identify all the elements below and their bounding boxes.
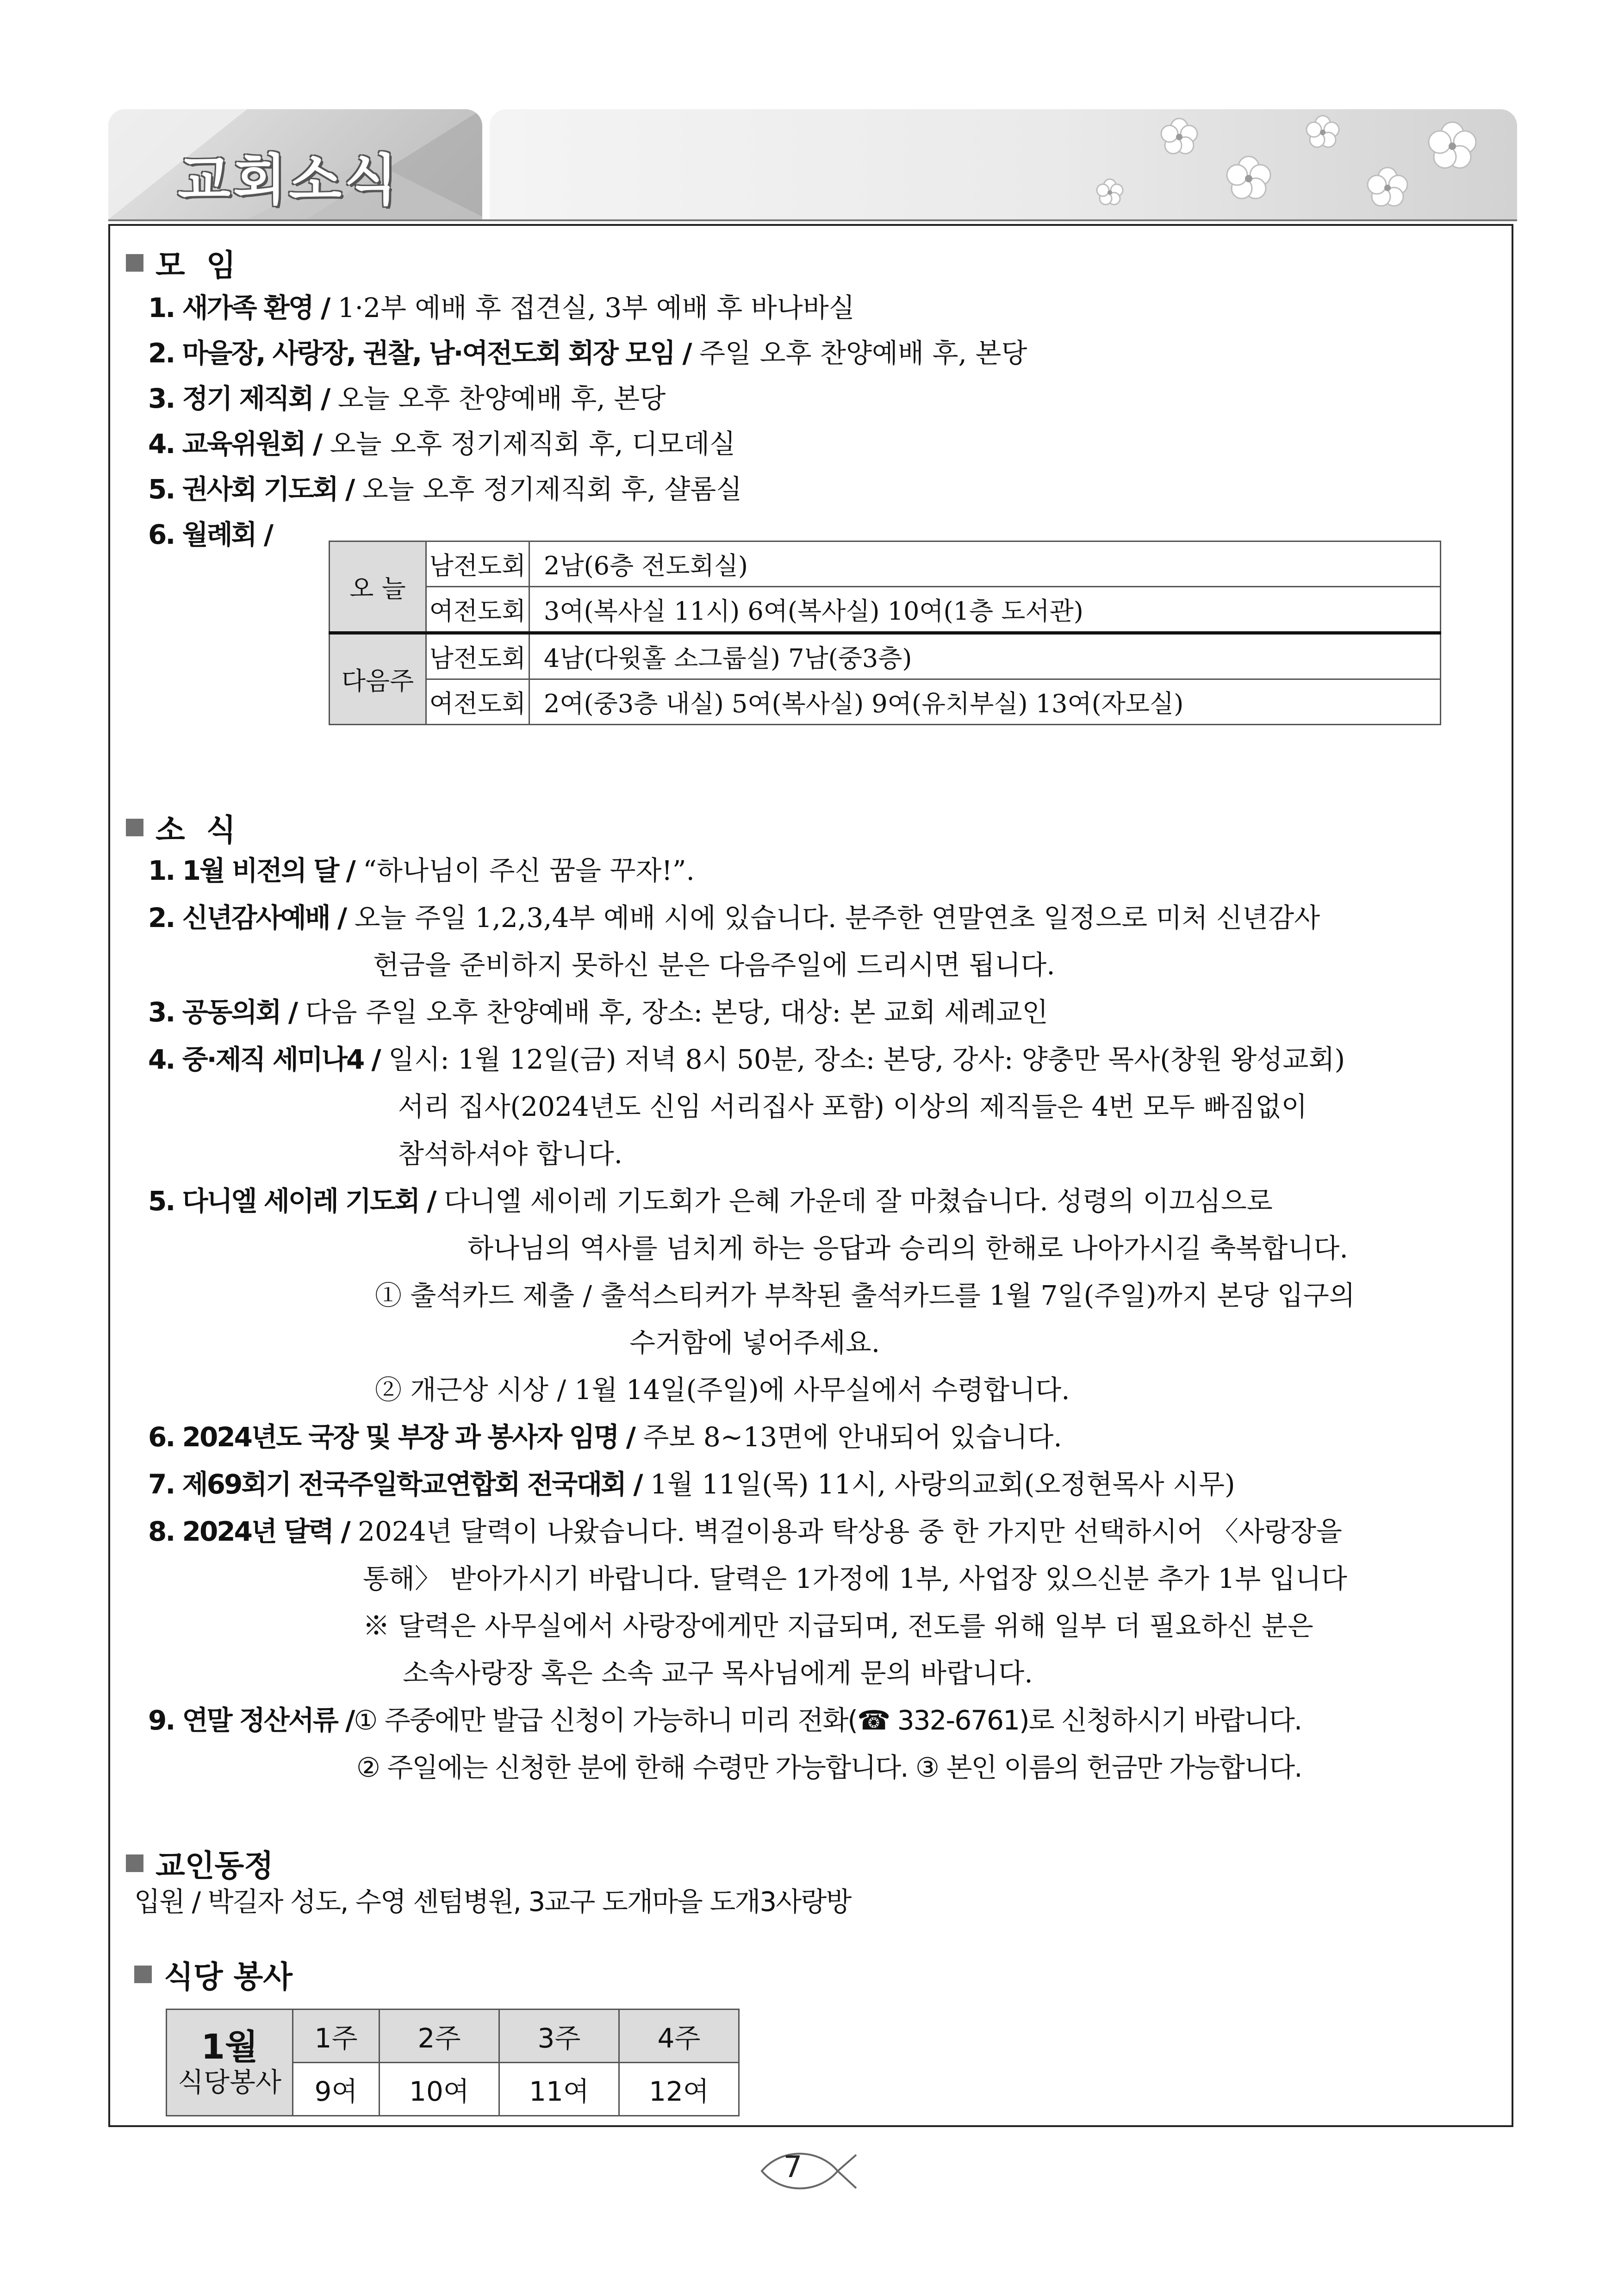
detail-cell: 2여(중3층 내실) 5여(복사실) 9여(유치부실) 13여(자모실) <box>529 679 1441 725</box>
list-item: 2. 마을장, 사랑장, 권찰, 남·여전도회 회장 모임 / 주일 오후 찬양예배 후, 본당 <box>148 337 1027 369</box>
list-item: 서리 집사(2024년도 신임 서리집사 포함) 이상의 제직들은 4번 모두 빠짐없이 <box>398 1091 1307 1122</box>
group-cell: 여전도회 <box>426 679 529 725</box>
blossom-decoration-icon <box>490 109 1517 219</box>
list-item: 하나님의 역사를 넘치게 하는 응답과 승리의 한해로 나아가시길 축복합니다. <box>467 1232 1348 1264</box>
list-item: 4. 교육위원회 / 오늘 오후 정기제직회 후, 디모데실 <box>148 428 736 460</box>
list-item: 5. 권사회 기도회 / 오늘 오후 정기제직회 후, 샬롬실 <box>148 473 742 505</box>
detail-cell: 2남(6층 전도회실) <box>529 541 1441 587</box>
table-row <box>330 541 1441 587</box>
group-cell: 9여 <box>293 2063 380 2116</box>
list-item: 1. 새가족 환영 / 1·2부 예배 후 접견실, 3부 예배 후 바나바실 <box>148 292 855 324</box>
square-bullet-icon <box>126 819 143 836</box>
list-item: 6. 월례회 / <box>148 519 273 550</box>
list-item: 참석하셔야 합니다. <box>398 1138 623 1170</box>
cafeteria-table <box>166 2009 740 2116</box>
group-cell: 여전도회 <box>426 587 529 633</box>
list-item: 1. 1월 비전의 달 / “하나님이 주신 꿈을 꾸자!”. <box>148 855 695 886</box>
header-banner <box>490 109 1517 219</box>
table-row <box>167 2010 739 2063</box>
group-cell: 10여 <box>380 2063 499 2116</box>
page-number-badge <box>758 2146 860 2196</box>
monthly-meeting-table <box>329 541 1441 725</box>
list-item: ② 주일에는 신청한 분에 한해 수령만 가능합니다. ③ 본인 이름의 헌금만 가능합니다. <box>356 1752 1302 1783</box>
list-item: ※ 달력은 사무실에서 사랑장에게만 지급되며, 전도를 위해 일부 더 필요하신 분은 <box>363 1610 1313 1642</box>
page-title: 교회소식 <box>178 148 400 212</box>
list-item: 7. 제69회기 전국주일학교연합회 전국대회 / 1월 11일(목) 11시, 사랑의교회(오정현목사 시무) <box>148 1468 1235 1500</box>
page-number: 7 <box>783 2150 803 2184</box>
list-item: 3. 정기 제직회 / 오늘 오후 찬양예배 후, 본당 <box>148 383 666 414</box>
detail-cell: 4남(다윗홀 소그룹실) 7남(중3층) <box>529 633 1441 679</box>
week-header: 3주 <box>499 2010 619 2063</box>
month-label: 1월 <box>201 2027 258 2067</box>
members-note: 입원 / 박길자 성도, 수영 센텀병원, 3교구 도개마을 도개3사랑방 <box>134 1886 851 1917</box>
list-item: 수거함에 넣어주세요. <box>629 1327 880 1358</box>
square-bullet-icon <box>134 1966 152 1983</box>
next-week-label: 다음주 <box>330 633 426 725</box>
group-cell: 남전도회 <box>426 541 529 587</box>
table-row <box>330 587 1441 633</box>
week-header: 2주 <box>380 2010 499 2063</box>
group-cell: 11여 <box>499 2063 619 2116</box>
square-bullet-icon <box>126 1854 143 1872</box>
cafeteria-row-label: 식당봉사 <box>177 2066 282 2098</box>
list-item: ② 개근상 시상 / 1월 14일(주일)에 사무실에서 수령합니다. <box>375 1374 1070 1406</box>
table-row <box>330 679 1441 725</box>
group-cell: 남전도회 <box>426 633 529 679</box>
detail-cell: 3여(복사실 11시) 6여(복사실) 10여(1층 도서관) <box>529 587 1441 633</box>
list-item: 3. 공동의회 / 다음 주일 오후 찬양예배 후, 장소: 본당, 대상: 본 교회 세례교인 <box>148 996 1048 1028</box>
section-heading-cafeteria: 식당 봉사 <box>134 1952 292 1996</box>
list-item: 2. 신년감사예배 / 오늘 주일 1,2,3,4부 예배 시에 있습니다. 분주한 연말연초 일정으로 미처 신년감사 <box>148 902 1320 933</box>
content-frame <box>108 224 1513 2127</box>
table-row <box>330 633 1441 679</box>
list-item: 8. 2024년 달력 / 2024년 달력이 나왔습니다. 벽걸이용과 탁상용 중 한 가지만 선택하시어 〈사랑장을 <box>148 1516 1342 1547</box>
today-label: 오 늘 <box>330 541 426 633</box>
section-heading-meetings: 모 임 <box>126 241 236 285</box>
list-item: 6. 2024년도 국장 및 부장 과 봉사자 임명 / 주보 8~13면에 안내되어 있습니다. <box>148 1421 1062 1453</box>
cafeteria-month-cell <box>167 2010 293 2116</box>
list-item: 5. 다니엘 세이레 기도회 / 다니엘 세이레 기도회가 은혜 가운데 잘 마쳤습니다. 성령의 이끄심으로 <box>148 1185 1273 1217</box>
week-header: 4주 <box>619 2010 739 2063</box>
list-item: ① 출석카드 제출 / 출석스티커가 부착된 출석카드를 1월 7일(주일)까지 본당 입구의 <box>375 1280 1355 1311</box>
list-item: 통해〉 받아가시기 바랍니다. 달력은 1가정에 1부, 사업장 있으신분 추가 1부 입니다 <box>363 1563 1347 1594</box>
list-item: 소속사랑장 혹은 소속 교구 목사님에게 문의 바랍니다. <box>403 1657 1033 1689</box>
week-header: 1주 <box>293 2010 380 2063</box>
list-item: 헌금을 준비하지 못하신 분은 다음주일에 드리시면 됩니다. <box>373 949 1055 981</box>
list-item: 9. 연말 정산서류 /① 주중에만 발급 신청이 가능하니 미리 전화(☎ 332-6761)로 신청하시기 바랍니다. <box>148 1705 1302 1736</box>
group-cell: 12여 <box>619 2063 739 2116</box>
section-heading-members: 교인동정 <box>126 1841 274 1885</box>
list-item: 4. 중·제직 세미나4 / 일시: 1월 12일(금) 저녁 8시 50분, 장소: 본당, 강사: 양충만 목사(창원 왕성교회) <box>148 1044 1345 1075</box>
header-title-tab <box>108 109 482 219</box>
header-rule <box>108 219 1517 221</box>
square-bullet-icon <box>126 254 143 272</box>
section-heading-news: 소 식 <box>126 805 236 849</box>
